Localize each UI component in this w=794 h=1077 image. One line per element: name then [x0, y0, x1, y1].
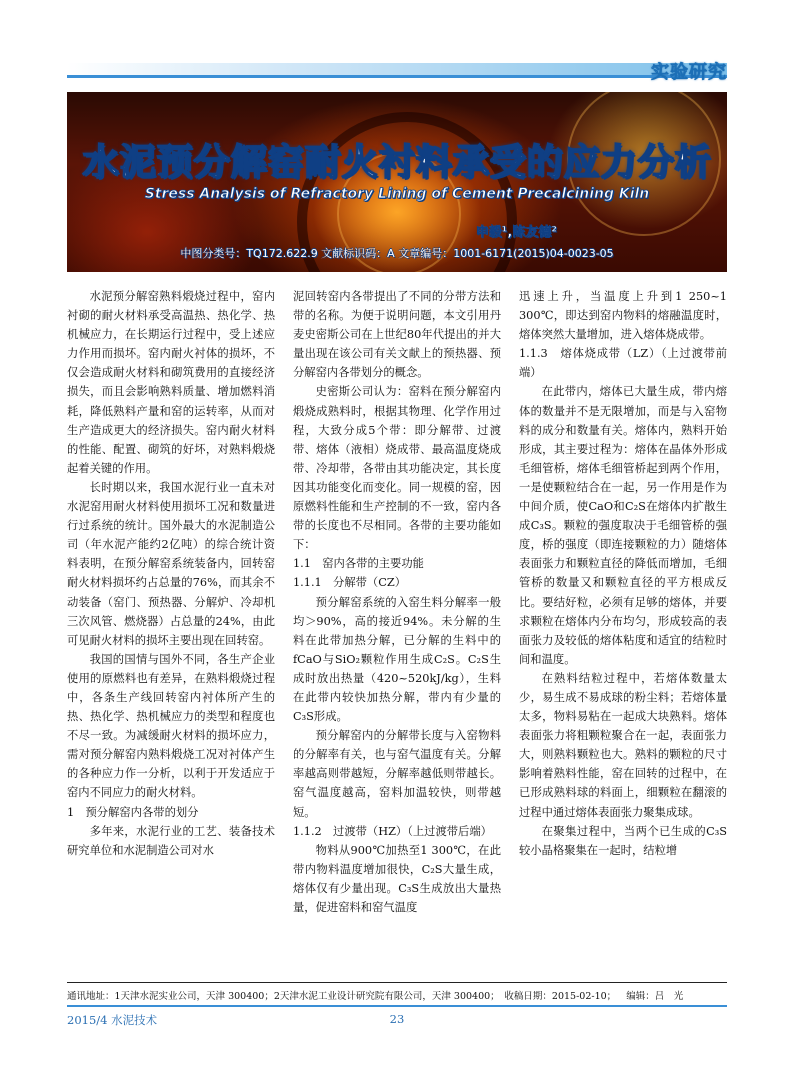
paragraph: 水泥预分解窑熟料煅烧过程中，窑内衬砌的耐火材料承受高温热、热化学、热机械应力，在长期运行过程中，受上述应力作用而损坏。窑内耐火衬体的损坏，不仅会造成耐火材料和砌筑费用的直接经济损失，而且会影响熟料质量、增加燃料消耗，降低熟料产量和窑的运转率，从而对生产造成更大的经济损失。窑内耐火材料的性能、配置、砌筑的好坏，对熟料煅烧起着关键的作用。 — [67, 290, 275, 475]
paragraph: 在聚集过程中，当两个已生成的C₃S较小晶格聚集在一起时，结粒增 — [519, 824, 727, 857]
body-columns — [67, 287, 727, 955]
header-rule — [67, 75, 727, 78]
section-tag: 实验研究 — [651, 62, 727, 83]
footer-rule — [67, 1005, 727, 1007]
journal-issue: 2015/4 水泥技术 — [67, 1013, 158, 1027]
footnote-rule — [67, 982, 727, 983]
paragraph: 迅速上升，当温度上升到1 250~1 300℃，即达到窑内物料的熔融温度时，熔体突然大量增加，进入熔体烧成带。 — [519, 290, 727, 342]
paragraph: 长时期以来，我国水泥行业一直未对水泥窑用耐火材料使用损坏工况和数量进行过系统的统计。国外最大的水泥制造公司（年水泥产能约2亿吨）的综合统计资料表明，在预分解窑系统装备内，回转窑耐火材料损坏约占总量的76%，而其余不动装备（窑门、预热器、分解炉、冷却机三次风管、燃烧器）占总量的24%，由此可见耐火材料的损坏主要出现在回转窑。 — [67, 480, 275, 647]
paragraph: 泥回转窑内各带提出了不同的分带方法和带的名称。为便于说明问题，本文引用丹麦史密斯公司在上世纪80年代提出的并大量出现在该公司有关文献上的预热器、预分解窑内各带划分的概念。 — [293, 290, 501, 380]
paragraph: 物料从900℃加热至1 300℃，在此带内物料温度增加很快，C₂S大量生成，熔体仅有少量出现。C₃S生成放出大量热量，促进窑料和窑气温度 — [293, 843, 501, 914]
footnote — [67, 988, 727, 1002]
article-title-en: Stress Analysis of Refractory Lining of Cement Precalcining Kiln — [144, 186, 650, 202]
section-heading: 1 预分解窑内各带的划分 — [67, 805, 199, 819]
subsection-heading: 1.1.2 过渡带（HZ）（上过渡带后端） — [293, 824, 492, 838]
subsection-heading: 1.1.1 分解带（CZ） — [293, 576, 407, 590]
subsection-heading: 1.1.3 熔体烧成带（LZ）（上过渡带前端） — [519, 347, 727, 380]
footnote-address: 通讯地址：1天津水泥实业公司，天津 300400；2天津水泥工业设计研究院有限公司，天津 300400； 收稿日期：2015-02-10； — [67, 991, 617, 1002]
authors: 申毅¹,陈友德² — [475, 225, 557, 240]
paragraph: 我国的国情与国外不同，各生产企业使用的原燃料也有差异，在熟料煅烧过程中，各条生产线回转窑内衬体所产生的热、热化学、热机械应力的类型和程度也不尽一致。为减缓耐火材料的损坏应力，需对预分解窑内熟料煅烧工况对衬体产生的各种应力作一分析，以利于开发适应于窑内不同应力的耐火材料。 — [67, 652, 275, 800]
header-decor-strip — [67, 63, 727, 75]
paragraph: 在此带内，熔体已大量生成，带内熔体的数量并不是无限增加，而是与入窑物料的成分和数量有关。熔体内，熟料开始形成，其主要过程为：熔体在晶体外形成毛细管桥，熔体毛细管桥起到两个作用，一是使颗粒结合在一起，另一作用是作为中间介质，使CaO和C₂S在熔体内扩散生成C₃S。颗粒的强度取决于毛细管桥的强度，桥的强度（即连接颗粒的力）随熔体表面张力和颗粒直径的降低而增加，毛细管桥的数量又和颗粒直径的平方根成反比。要结好粒，必须有足够的熔体，并要求颗粒在熔体内分布均匀，形成较高的表面张力及较低的熔体粘度和适宜的结粒时间和温度。 — [519, 385, 727, 666]
page-number: 23 — [389, 1012, 405, 1026]
section-heading: 1.1 窑内各带的主要功能 — [293, 557, 424, 571]
title-banner — [67, 92, 727, 272]
column-3 — [519, 287, 727, 955]
classification-meta: 中图分类号：TQ172.622.9 文献标识码：A 文章编号：1001-6171(2015)04-0023-05 — [180, 247, 614, 260]
footnote-editor: 编辑：吕 光 — [626, 991, 684, 1002]
column-1 — [67, 287, 275, 955]
column-2 — [293, 287, 501, 955]
article-title: 水泥预分解窑耐火衬料承受的应力分析 — [82, 142, 712, 183]
paragraph: 在熟料结粒过程中，若熔体数量太少，易生成不易成球的粉尘料；若熔体量太多，物料易粘在一起成大块熟料。熔体表面张力将粗颗粒聚合在一起，表面张力大，则熟料颗粒也大。熟料的颗粒的尺寸影响着熟料性能，窑在回转的过程中，在已形成熟料球的料面上，细颗粒在翻滚的过程中通过熔体表面张力聚集成球。 — [519, 671, 727, 819]
paragraph: 预分解窑内的分解带长度与入窑物料的分解率有关，也与窑气温度有关。分解率越高则带越短，分解率越低则带越长。窑气温度越高，窑料加温较快，则带越短。 — [293, 729, 501, 819]
paragraph: 预分解窑系统的入窑生料分解率一般均＞90%，高的接近94%。未分解的生料在此带加热分解，已分解的生料中的fCaO与SiO₂颗粒作用生成C₂S。C₂S生成时放出热量（420~520kJ/kg），生料在此带内较快加热分解，带内有少量的C₃S形成。 — [293, 595, 501, 724]
paragraph: 史密斯公司认为：窑料在预分解窑内煅烧成熟料时，根据其物理、化学作用过程，大致分成5个带：即分解带、过渡带、熔体（液相）烧成带、最高温度烧成带、冷却带，各带由其功能决定，其长度因其功能变化而变化。同一规模的窑，因原燃料性能和生产控制的不一致，窑内各带的长度也不尽相同。各带的主要功能如下： — [293, 385, 501, 552]
paragraph: 多年来，水泥行业的工艺、装备技术研究单位和水泥制造公司对水 — [67, 824, 275, 857]
